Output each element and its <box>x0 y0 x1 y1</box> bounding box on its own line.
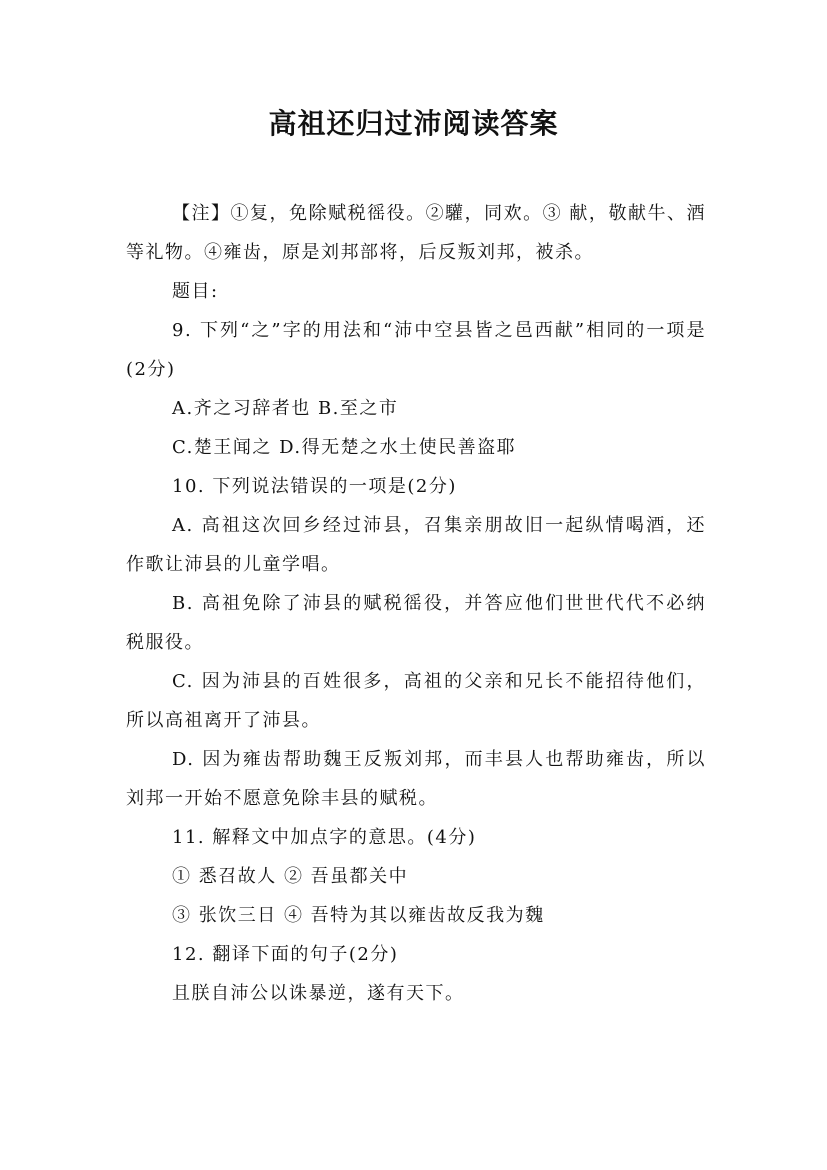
question-9-options-ab: A.齐之习辞者也 B.至之市 <box>172 398 399 419</box>
question-12-stem: 12. 翻译下面的句子(2分) <box>172 944 399 965</box>
question-9-options-cd: C.楚王闻之 D.得无楚之水土使民善盗耶 <box>172 437 517 458</box>
annotation-note: 【注】①复，免除赋税徭役。②驩，同欢。③ 献，敬献牛、酒等礼物。④雍齿，原是刘邦部将，后反叛刘邦，被杀。 <box>126 203 706 263</box>
question-11-items-34: ③ 张饮三日 ④ 吾特为其以雍齿故反我为魏 <box>172 905 545 926</box>
topic-label: 题目: <box>172 281 219 302</box>
question-9-stem: 9. 下列“之”字的用法和“沛中空县皆之邑西献”相同的一项是 (2分) <box>126 320 706 380</box>
question-11-stem: 11. 解释文中加点字的意思。(4分) <box>172 827 477 848</box>
document-body <box>126 194 706 1013</box>
question-11-items-12: ① 悉召故人 ② 吾虽都关中 <box>172 866 409 887</box>
document-title: 高祖还归过沛阅读答案 <box>268 107 559 140</box>
question-10-option-a: A. 高祖这次回乡经过沛县，召集亲朋故旧一起纵情喝酒，还作歌让沛县的儿童学唱。 <box>126 515 706 575</box>
question-10-stem: 10. 下列说法错误的一项是(2分) <box>172 476 457 497</box>
question-10-option-d: D. 因为雍齿帮助魏王反叛刘邦，而丰县人也帮助雍齿，所以刘邦一开始不愿意免除丰县的赋税。 <box>126 749 706 809</box>
question-10-option-c: C. 因为沛县的百姓很多，高祖的父亲和兄长不能招待他们，所以高祖离开了沛县。 <box>126 671 706 731</box>
question-12-sentence: 且朕自沛公以诛暴逆，遂有天下。 <box>172 983 465 1004</box>
question-10-option-b: B. 高祖免除了沛县的赋税徭役，并答应他们世世代代不必纳税服役。 <box>126 593 706 653</box>
